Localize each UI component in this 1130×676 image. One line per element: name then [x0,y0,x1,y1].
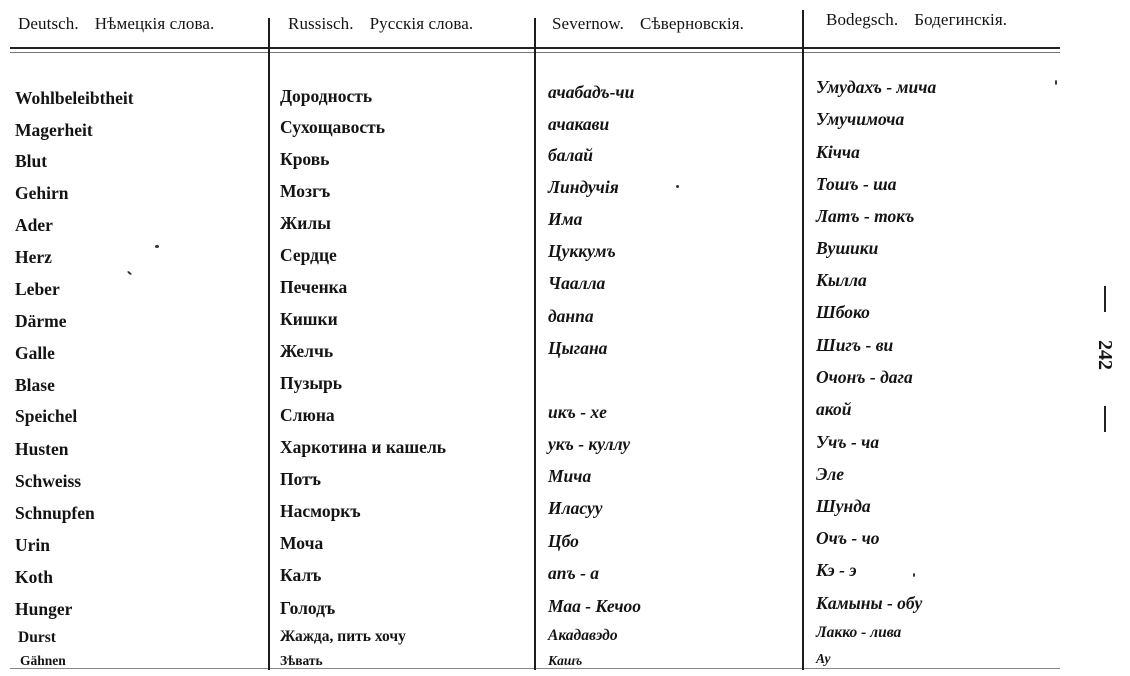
row-3-russisch: Кровь [280,149,330,169]
row-17-deutsch: Hunger [15,599,73,619]
row-7-bodegsch: Кылла [816,270,867,290]
row-3-severnow: балай [548,145,593,165]
row-3-deutsch: Blut [15,151,48,171]
row-4-severnow: Линдучія [548,177,619,197]
row-5-russisch: Жилы [280,213,331,233]
row-9-russisch: Желчь [280,341,334,361]
header-bodegsch-latin: Bodegsch. [826,10,899,29]
row-5-severnow: Има [548,209,583,229]
row-18-severnow: Акадавэдо [548,627,618,644]
row-18-bodegsch: Лакко - лива [816,624,902,641]
ink-speck [913,573,915,577]
row-8-deutsch: Därme [15,311,67,331]
row-6-deutsch: Herz [15,247,52,267]
row-11-bodegsch: акой [816,399,852,419]
row-2-severnow: ачакави [548,114,610,134]
row-16-deutsch: Koth [15,567,53,587]
row-12-deutsch: Husten [15,439,69,459]
row-18-deutsch: Durst [18,629,56,646]
row-15-bodegsch: Очъ - чо [816,528,880,548]
column-divider-1 [268,18,270,670]
row-4-bodegsch: Тошъ - ша [816,174,897,194]
row-13-russisch: Потъ [280,469,321,489]
ink-speck [155,245,159,248]
row-14-bodegsch: Шунда [816,496,871,516]
row-1-deutsch: Wohlbeleibtheit [15,88,134,108]
row-17-severnow: Маа - Кечоо [548,596,642,616]
header-deutsch-cyr: Нѣмецкія слова. [94,14,215,33]
row-13-deutsch: Schweiss [15,471,82,491]
row-14-deutsch: Schnupfen [15,503,95,523]
row-17-bodegsch: Камыны - обу [816,593,923,613]
row-8-bodegsch: Шбоко [816,302,870,322]
row-12-russisch: Харкотина и кашель [280,437,447,457]
row-16-severnow: апъ - а [548,563,600,583]
row-6-severnow: Цуккумъ [548,241,616,261]
row-6-russisch: Сердце [280,245,337,265]
row-1-bodegsch: Умудахъ - мича [816,77,937,97]
row-19-russisch: Зѣвать [280,653,323,668]
row-4-deutsch: Gehirn [15,183,69,203]
row-9-severnow: Цыгана [548,338,608,358]
row-1-severnow: ачабадъ-чи [548,82,635,102]
row-10-deutsch: Blase [15,375,55,395]
row-7-severnow: Чаалла [548,273,606,293]
row-18-russisch: Жажда, пить хочу [280,628,406,645]
row-15-severnow: Цбо [548,531,579,551]
row-2-bodegsch: Умучимоча [816,109,905,129]
header-russisch-latin: Russisch. [288,14,354,33]
row-2-deutsch: Magerheit [15,120,93,140]
row-4-russisch: Мозгъ [280,181,331,201]
row-11-deutsch: Speichel [15,406,78,426]
column-divider-3 [802,10,804,670]
row-2-russisch: Сухощавость [280,117,386,137]
page-number: 242 [1094,340,1116,370]
row-11-russisch: Слюна [280,405,335,425]
page-number-dash-bottom [1104,406,1106,432]
row-15-russisch: Моча [280,533,324,553]
row-11-severnow: икъ - хе [548,402,607,422]
header-severnow [552,14,744,34]
row-12-severnow: укъ - куллу [548,434,631,454]
ink-speck [676,185,679,188]
header-russisch [288,14,473,34]
header-bodegsch [826,10,1007,30]
header-deutsch [18,14,214,34]
header-bodegsch-cyr: Бодегинскія. [914,10,1008,29]
ink-speck [1055,80,1057,85]
row-7-russisch: Печенка [280,277,348,297]
row-17-russisch: Голодъ [280,598,336,618]
row-12-bodegsch: Учъ - ча [816,432,880,452]
page-number-dash-top [1104,286,1106,312]
row-3-bodegsch: Кічча [816,142,860,162]
row-10-bodegsch: Очонъ - дага [816,367,913,387]
ink-speck [127,271,132,276]
row-8-russisch: Кишки [280,309,338,329]
row-16-russisch: Калъ [280,565,322,585]
row-1-russisch: Дородность [280,86,373,106]
column-divider-2 [534,18,536,670]
row-16-bodegsch: Кэ - э [816,560,857,580]
row-13-severnow: Мича [548,466,592,486]
row-13-bodegsch: Эле [816,464,845,484]
row-14-russisch: Насморкъ [280,501,361,521]
row-19-bodegsch: Ау [816,651,831,666]
row-19-severnow: Кашъ [548,653,583,668]
row-10-russisch: Пузырь [280,373,343,393]
row-5-deutsch: Ader [15,215,53,235]
row-9-bodegsch: Шигъ - ви [816,335,894,355]
row-7-deutsch: Leber [15,279,60,299]
row-8-severnow: данпа [548,306,594,326]
row-19-deutsch: Gähnen [20,653,66,668]
row-15-deutsch: Urin [15,535,50,555]
header-severnow-cyr: Сѣверновскія. [640,14,744,33]
header-russisch-cyr: Русскія слова. [369,14,474,33]
row-6-bodegsch: Вушики [816,238,879,258]
row-5-bodegsch: Латъ - токъ [816,206,915,226]
header-deutsch-latin: Deutsch. [18,14,79,33]
row-14-severnow: Иласуу [548,498,603,518]
header-severnow-latin: Severnow. [552,14,625,33]
row-9-deutsch: Galle [15,343,55,363]
